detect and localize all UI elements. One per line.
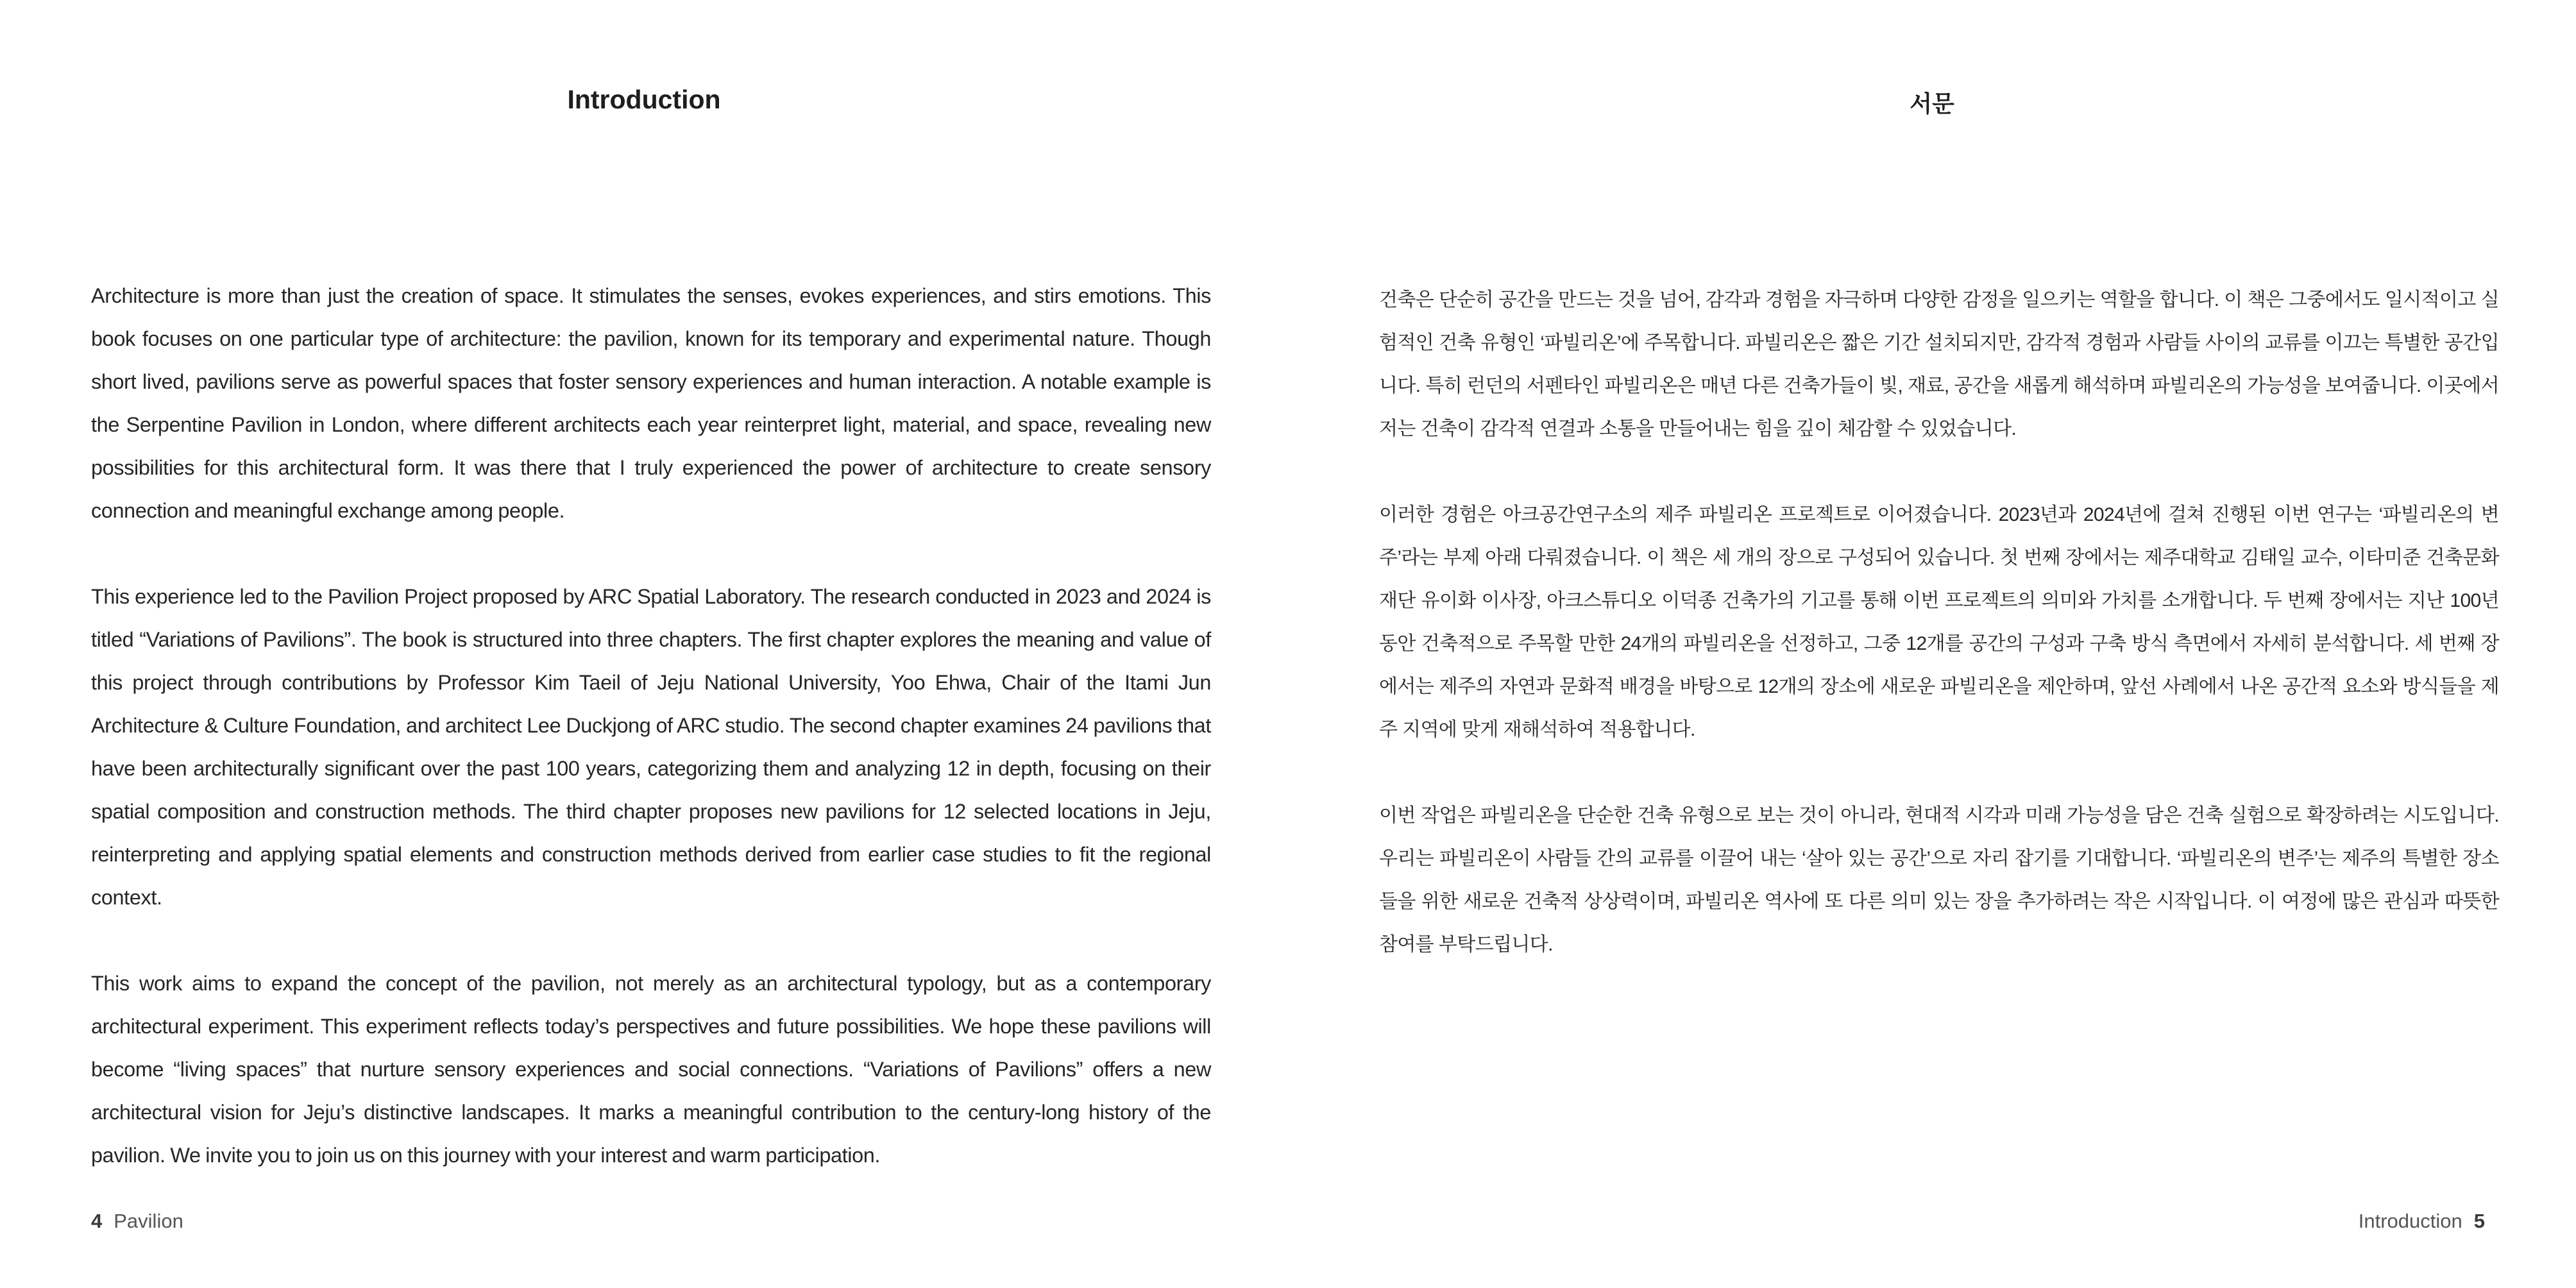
right-page-folio — [2359, 1210, 2485, 1233]
english-paragraph-1: Architecture is more than just the creation of space. It stimulates the senses, evokes experiences, and stirs emotions. This book focuses on one particular type of architecture: the pavilion, known for its temporary and experimental nature. Though short lived, pavilions serve as powerful spaces that foster sensory experiences and human interaction. A notable example is the Serpentine Pavilion in London, where different architects each year reinterpret light, material, and space, revealing new possibilities for this architectural form. It was there that I truly experienced the power of architecture to create sensory connection and meaningful exchange among people. — [91, 284, 1211, 522]
left-page-number: 4 — [91, 1210, 103, 1232]
korean-paragraph-2: 이러한 경험은 아크공간연구소의 제주 파빌리온 프로젝트로 이어졌습니다. 2023년과 2024년에 걸쳐 진행된 이번 연구는 ‘파빌리온의 변주’라는 부제 아래 다뤄졌습니다. 이 책은 세 개의 장으로 구성되어 있습니다. 첫 번째 장에서는 제주대학교 김태일 교수, 이타미준 건축문화재단 유이화 이사장, 아크스튜디오 이덕종 건축가의 기고를 통해 이번 프로젝트의 의미와 가치를 소개합니다. 두 번째 장에서는 지난 100년 동안 건축적으로 주목할 만한 24개의 파빌리온을 선정하고, 그중 12개를 공간의 구성과 구축 방식 측면에서 자세히 분석합니다. 세 번째 장에서는 제주의 자연과 문화적 배경을 바탕으로 12개의 장소에 새로운 파빌리온을 제안하며, 앞선 사례에서 나온 공간적 요소와 방식들을 제주 지역에 맞게 재해석하여 적용합니다. — [1379, 504, 2499, 740]
right-page — [1288, 0, 2576, 1288]
page-title-korean: 서문 — [1910, 90, 1954, 117]
left-page-folio — [91, 1210, 183, 1233]
korean-body-text — [1379, 278, 2499, 1009]
right-page-number: 5 — [2473, 1210, 2485, 1232]
left-running-title: Pavilion — [114, 1210, 183, 1232]
english-paragraph-2: This experience led to the Pavilion Project proposed by ARC Spatial Laboratory. The research conducted in 2023 and 2024 is titled “Variations of Pavilions”. The book is structured into three chapters. The first chapter explores the meaning and value of this project through contributions by Professor Kim Taeil of Jeju National University, Yoo Ehwa, Chair of the Itami Jun Architecture & Culture Foundation, and architect Lee Duckjong of ARC studio. The second chapter examines 24 pavilions that have been architecturally significant over the past 100 years, categorizing them and analyzing 12 in depth, focusing on their spatial composition and construction methods. The third chapter proposes new pavilions for 12 selected locations in Jeju, reinterpreting and applying spatial elements and construction methods derived from earlier case studies to fit the regional context. — [91, 585, 1211, 909]
english-paragraph-3: This work aims to expand the concept of the pavilion, not merely as an architectural typology, but as a contemporary architectural experiment. This experiment reflects today’s perspectives and future possibilities. We hope these pavilions will become “living spaces” that nurture sensory experiences and social connections. “Variations of Pavilions” offers a new architectural vision for Jeju’s distinctive landscapes. It marks a meaningful contribution to the century-long history of the pavilion. We invite you to join us on this journey with your interest and warm participation. — [91, 972, 1211, 1167]
korean-paragraph-3: 이번 작업은 파빌리온을 단순한 건축 유형으로 보는 것이 아니라, 현대적 시각과 미래 가능성을 담은 건축 실험으로 확장하려는 시도입니다. 우리는 파빌리온이 사람들 간의 교류를 이끌어 내는 ‘살아 있는 공간’으로 자리 잡기를 기대합니다. ‘파빌리온의 변주’는 제주의 특별한 장소들을 위한 새로운 건축적 상상력이며, 파빌리온 역사에 또 다른 의미 있는 장을 추가하려는 작은 시작입니다. 이 여정에 많은 관심과 따뜻한 참여를 부탁드립니다. — [1379, 805, 2499, 955]
korean-paragraph-1: 건축은 단순히 공간을 만드는 것을 넘어, 감각과 경험을 자극하며 다양한 감정을 일으키는 역할을 합니다. 이 책은 그중에서도 일시적이고 실험적인 건축 유형인 ‘파빌리온’에 주목합니다. 파빌리온은 짧은 기간 설치되지만, 감각적 경험과 사람들 사이의 교류를 이끄는 특별한 공간입니다. 특히 런던의 서펜타인 파빌리온은 매년 다른 건축가들이 빛, 재료, 공간을 새롭게 해석하며 파빌리온의 가능성을 보여줍니다. 이곳에서 저는 건축이 감각적 연결과 소통을 만들어내는 힘을 깊이 체감할 수 있었습니다. — [1379, 289, 2499, 439]
right-running-title: Introduction — [2358, 1210, 2462, 1232]
english-body-text — [91, 275, 1211, 1220]
page-title-english: Introduction — [567, 85, 721, 114]
